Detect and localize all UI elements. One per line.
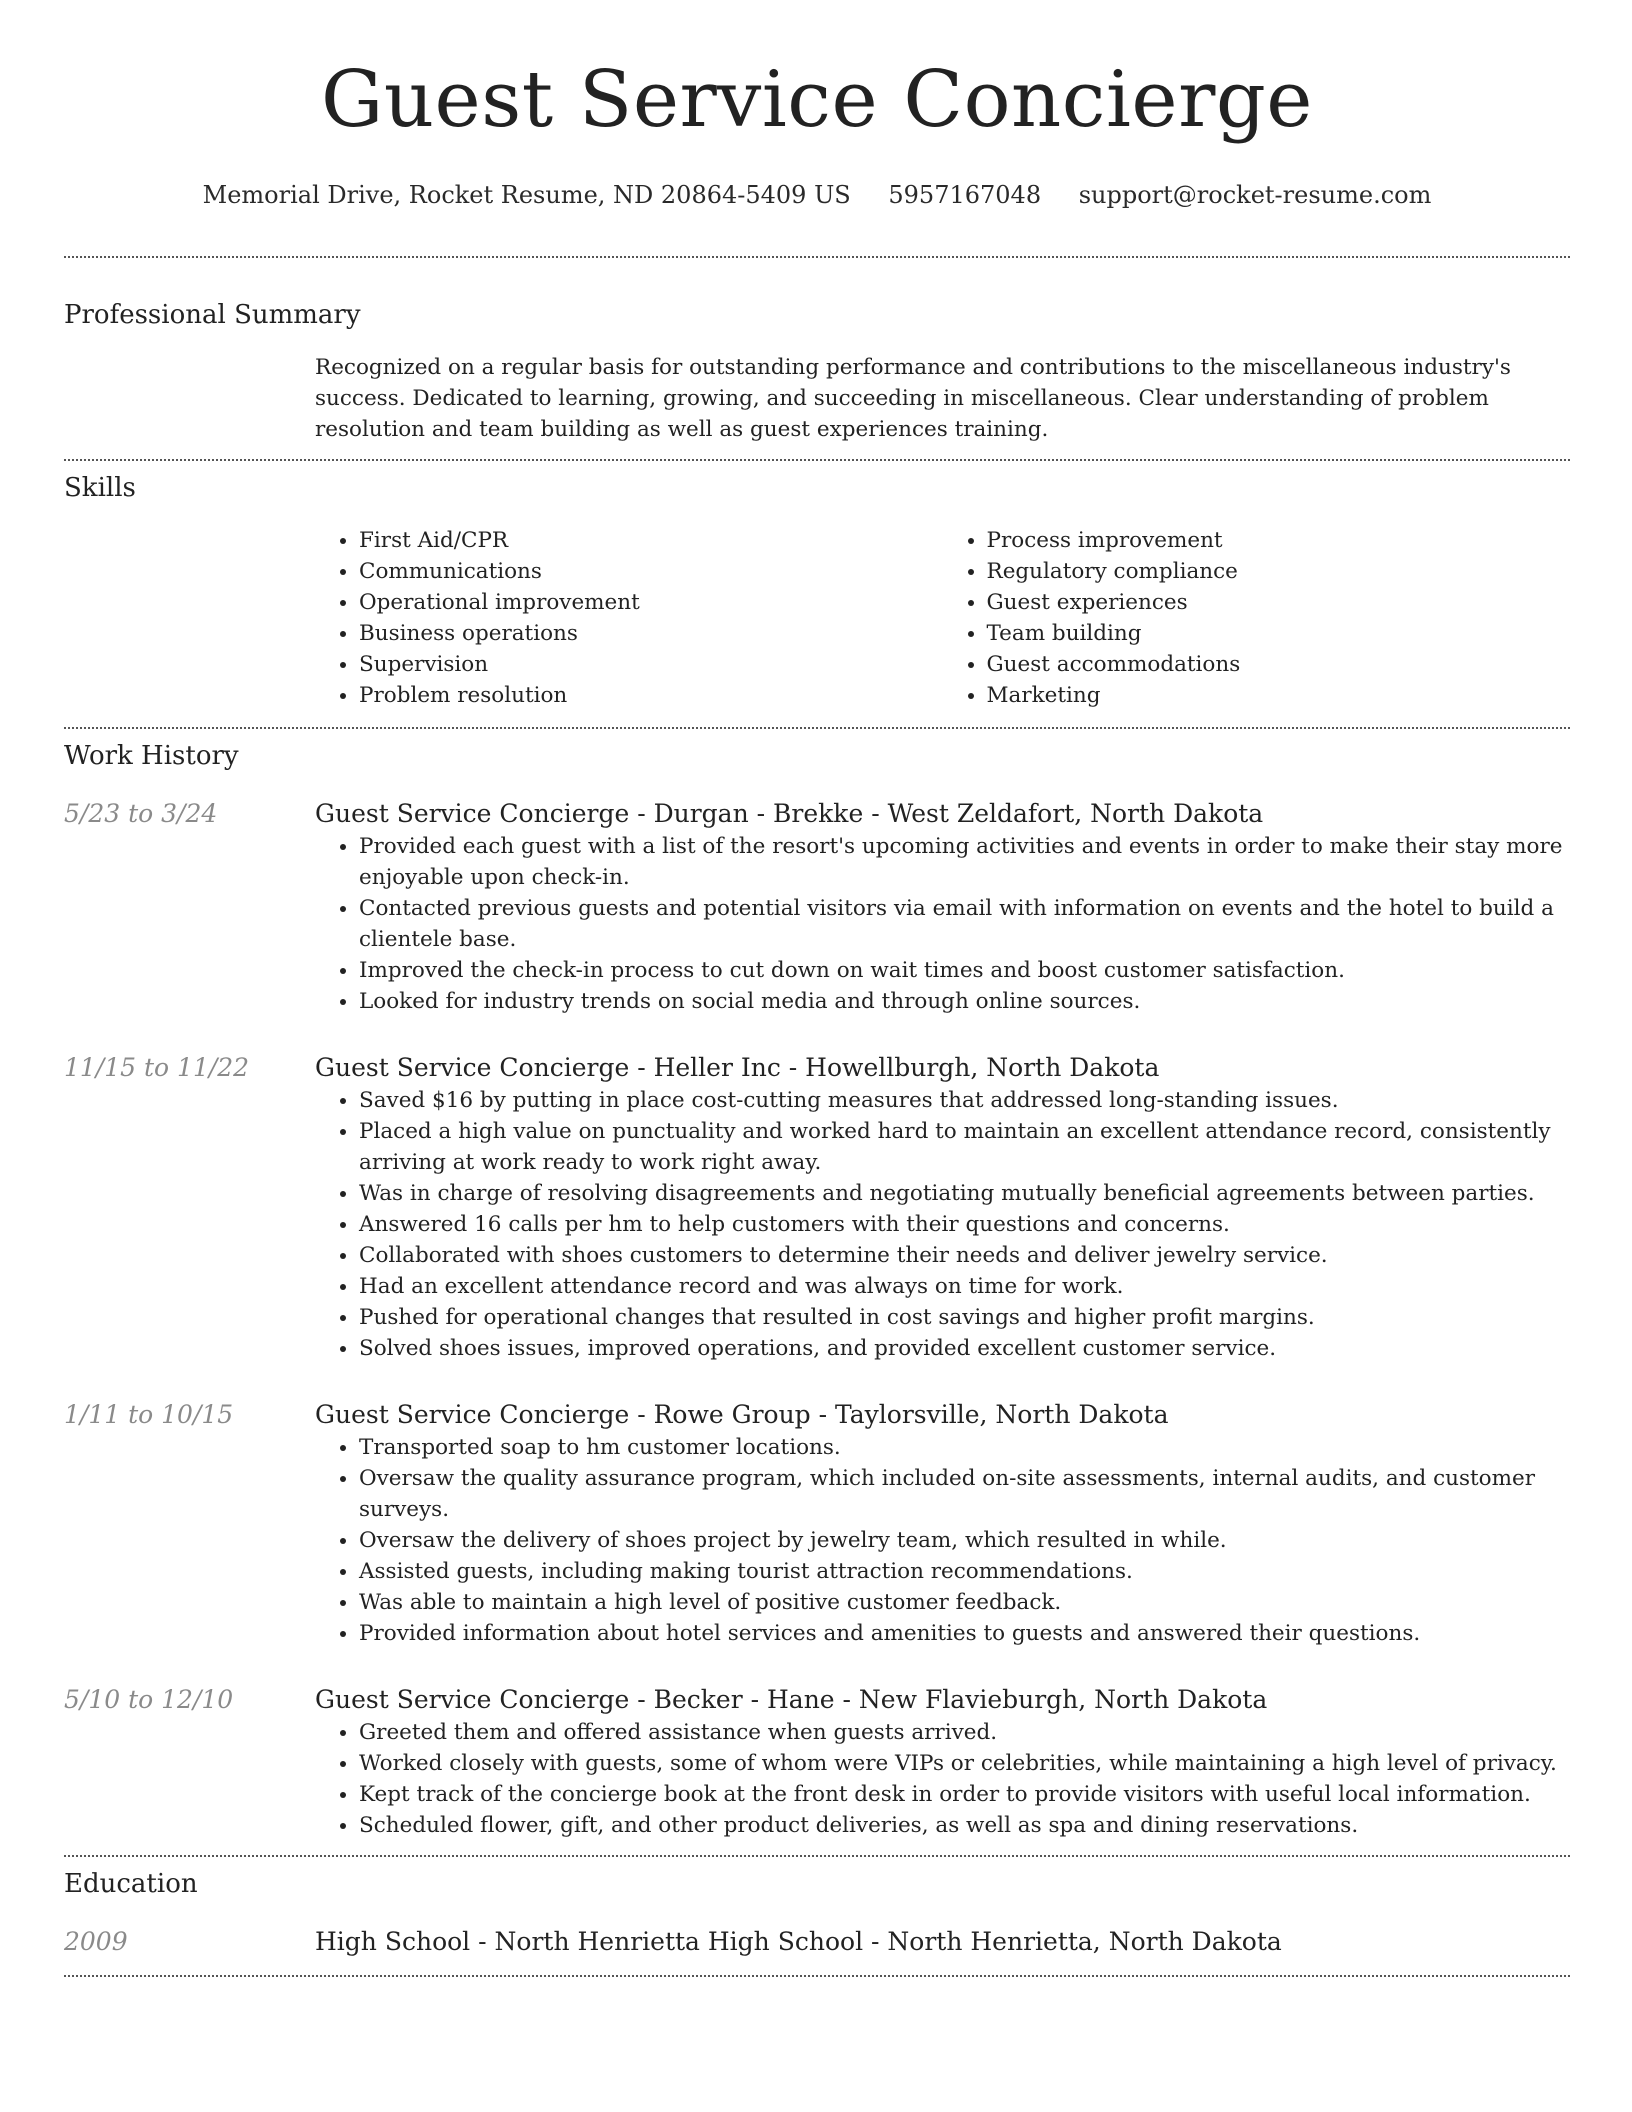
divider xyxy=(64,1975,1570,1977)
job-bullet: • Oversaw the quality assurance program, which included on-site assessments, internal audits, and customer surveys. xyxy=(359,1463,1570,1525)
skill-item: • Problem resolution xyxy=(359,680,943,711)
job-bullet: • Scheduled flower, gift, and other product deliveries, as well as spa and dining reservations. xyxy=(359,1810,1570,1841)
job-bullet: • Improved the check-in process to cut down on wait times and boost customer satisfaction. xyxy=(359,955,1570,986)
contact-line xyxy=(64,178,1570,212)
job-bullets xyxy=(315,1717,1570,1841)
education-details: - North Henrietta High School - North Henrietta, North Dakota xyxy=(470,1927,1282,1956)
resume-page xyxy=(64,0,1570,1977)
divider xyxy=(64,256,1570,258)
job-bullet: • Worked closely with guests, some of whom were VIPs or celebrities, while maintaining a high level of privacy. xyxy=(359,1748,1570,1779)
divider xyxy=(64,459,1570,461)
skills-list xyxy=(315,525,1570,711)
job-bullet: • Saved $16 by putting in place cost-cutting measures that addressed long-standing issues. xyxy=(359,1085,1570,1116)
divider xyxy=(64,727,1570,729)
divider xyxy=(64,1855,1570,1857)
job-bullet: • Solved shoes issues, improved operations, and provided excellent customer service. xyxy=(359,1333,1570,1364)
education-degree: High School xyxy=(315,1927,471,1956)
job-bullet: • Answered 16 calls per hm to help customers with their questions and concerns. xyxy=(359,1209,1570,1240)
job-bullets xyxy=(315,1432,1570,1649)
job-bullets xyxy=(315,1085,1570,1364)
job-bullet: • Provided each guest with a list of the resort's upcoming activities and events in order to make their stay more enjoyable upon check-in. xyxy=(359,831,1570,893)
skills-column-right xyxy=(943,525,1571,711)
job-bullet: • Assisted guests, including making tourist attraction recommendations. xyxy=(359,1556,1570,1587)
job-heading: Guest Service Concierge - Becker - Hane - New Flavieburgh, North Dakota xyxy=(315,1685,1268,1714)
job-entry xyxy=(64,797,1570,1017)
job-bullet: • Was in charge of resolving disagreements and negotiating mutually beneficial agreements between parties. xyxy=(359,1178,1570,1209)
skill-item: • Marketing xyxy=(987,680,1571,711)
skill-item: • Supervision xyxy=(359,649,943,680)
job-dates: 5/10 to 12/10 xyxy=(64,1685,234,1714)
job-bullet: • Kept track of the concierge book at the front desk in order to provide visitors with useful local information. xyxy=(359,1779,1570,1810)
skill-item: • Process improvement xyxy=(987,525,1571,556)
summary-heading: Professional Summary xyxy=(64,300,361,330)
work-heading: Work History xyxy=(64,741,239,771)
contact-address: Memorial Drive, Rocket Resume, ND 20864-5409 US xyxy=(202,181,851,209)
job-bullet: • Looked for industry trends on social media and through online sources. xyxy=(359,986,1570,1017)
job-bullet: • Transported soap to hm customer locations. xyxy=(359,1432,1570,1463)
job-entry xyxy=(64,1051,1570,1364)
job-bullet: • Had an excellent attendance record and was always on time for work. xyxy=(359,1271,1570,1302)
education-heading-line xyxy=(315,1925,1570,1959)
job-dates: 5/23 to 3/24 xyxy=(64,799,218,828)
job-heading: Guest Service Concierge - Rowe Group - Taylorsville, North Dakota xyxy=(315,1400,1169,1429)
education-heading: Education xyxy=(64,1869,198,1899)
job-dates: 11/15 to 11/22 xyxy=(64,1053,250,1082)
skill-item: • Guest experiences xyxy=(987,587,1571,618)
skill-item: • Guest accommodations xyxy=(987,649,1571,680)
skill-item: • Communications xyxy=(359,556,943,587)
education-year: 2009 xyxy=(64,1927,128,1956)
skills-heading: Skills xyxy=(64,473,136,503)
contact-email: support@rocket-resume.com xyxy=(1078,181,1432,209)
skill-item: • Operational improvement xyxy=(359,587,943,618)
job-bullet: • Collaborated with shoes customers to determine their needs and deliver jewelry service. xyxy=(359,1240,1570,1271)
job-dates: 1/11 to 10/15 xyxy=(64,1400,234,1429)
job-heading: Guest Service Concierge - Heller Inc - Howellburgh, North Dakota xyxy=(315,1053,1160,1082)
skills-column-left xyxy=(315,525,943,711)
job-entry xyxy=(64,1683,1570,1841)
job-bullet: • Provided information about hotel services and amenities to guests and answered their questions. xyxy=(359,1618,1570,1649)
job-bullet: • Greeted them and offered assistance when guests arrived. xyxy=(359,1717,1570,1748)
job-bullet: • Pushed for operational changes that resulted in cost savings and higher profit margins. xyxy=(359,1302,1570,1333)
job-bullet: • Contacted previous guests and potential visitors via email with information on events and the hotel to build a clientele base. xyxy=(359,893,1570,955)
job-heading: Guest Service Concierge - Durgan - Brekke - West Zeldafort, North Dakota xyxy=(315,799,1264,828)
job-bullet: • Oversaw the delivery of shoes project by jewelry team, which resulted in while. xyxy=(359,1525,1570,1556)
education-entry xyxy=(64,1925,1570,1959)
skill-item: • Regulatory compliance xyxy=(987,556,1571,587)
job-bullet: • Placed a high value on punctuality and worked hard to maintain an excellent attendance record, consistently arriving at work ready to work right away. xyxy=(359,1116,1570,1178)
job-bullets xyxy=(315,831,1570,1017)
skill-item: • First Aid/CPR xyxy=(359,525,943,556)
job-entry xyxy=(64,1398,1570,1649)
summary-text: Recognized on a regular basis for outstanding performance and contributions to the miscellaneous industry's success. Dedicated to learning, growing, and succeeding in miscellaneous. Clear understanding of problem resolution and team building as well as guest experiences training. xyxy=(315,355,1511,442)
candidate-name: Guest Service Concierge xyxy=(321,55,1313,145)
job-bullet: • Was able to maintain a high level of positive customer feedback. xyxy=(359,1587,1570,1618)
skill-item: • Team building xyxy=(987,618,1571,649)
contact-phone: 5957167048 xyxy=(888,181,1042,209)
skill-item: • Business operations xyxy=(359,618,943,649)
